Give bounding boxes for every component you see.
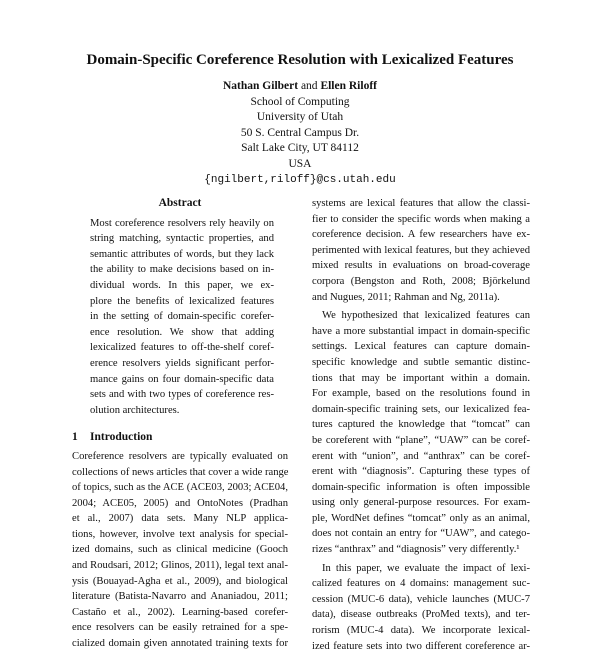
text-line: literature (Batista-Navarro and Ananiadou, 2011; [72, 591, 288, 603]
author-2: Ellen Riloff [320, 80, 377, 92]
text-line: ized domains, such as clinical medicine (Gooch [72, 544, 288, 556]
text-line: calized features on 4 domains: management suc- [312, 578, 530, 590]
text-line: domain-specific training sets, our lexicalized fea- [312, 403, 530, 415]
text-line: tions, however, involve text analysis for special- [72, 528, 288, 540]
text-line: We hypothesized that lexicalized features can [322, 310, 530, 322]
text-line: plore the benefits of lexicalized features [90, 295, 274, 307]
author-1: Nathan Gilbert [223, 80, 299, 92]
text-line: rizes “anthrax” and “diagnosis” very differently.¹ [312, 544, 520, 556]
affiliation-university: University of Utah [256, 111, 344, 124]
text-line: semantic attributes of words, but they lack [90, 248, 274, 260]
text-line: perimented with lexical features, but they achieved [312, 244, 530, 256]
text-line: ence resolution. We show that adding [90, 326, 274, 338]
text-line: lexicalized features to off-the-shelf coref- [90, 342, 274, 354]
author-block [0, 79, 600, 188]
paragraph-lexical-features [312, 196, 530, 305]
text-line: the ability to make decisions based on in- [90, 264, 274, 276]
text-line: rorism (MUC-4 data). We incorporate lexical- [312, 625, 530, 637]
text-line: olution architectures. [90, 404, 180, 416]
abstract-heading: Abstract [158, 197, 202, 209]
affiliation-street: 50 S. Central Campus Dr. [240, 126, 360, 139]
text-line: corpora (Bengston and Roth, 2008; Björkelund [312, 275, 530, 287]
text-line: dividual words. In this paper, we ex- [90, 279, 274, 291]
text-line: erent with “diagnosis”. Capturing these types of [312, 466, 530, 478]
text-line: specific knowledge and subtle semantic distinc- [312, 356, 530, 368]
text-line: cialized domain given annotated training texts for [72, 638, 288, 650]
author-names [0, 79, 600, 95]
text-line: 2004; ACE05, 2005) and OntoNotes (Pradhan [72, 497, 288, 509]
abstract-body [90, 216, 274, 419]
paper-title: Domain-Specific Coreference Resolution with Lexicalized Features [86, 52, 514, 68]
and-connector: and [300, 80, 318, 92]
text-line: Castaño et al., 2002). Learning-based corefer- [72, 606, 288, 618]
text-line: of topics, such as the ACE (ACE03, 2003; ACE04, [72, 482, 288, 494]
text-line: erent with “union”, and “anthrax” can be coref- [312, 450, 530, 462]
text-line: erence resolvers yields significant perfor- [90, 357, 274, 369]
author-email: {ngilbert,riloff}@cs.utah.edu [204, 173, 396, 186]
text-line: fier to consider the specific words when making a [312, 213, 530, 225]
text-line: coreference decision. A few researchers have ex- [312, 229, 530, 241]
text-line: does not contain an entry for “UAW”, and catego- [312, 528, 530, 540]
text-line: Coreference resolvers are typically evaluated on [72, 450, 288, 462]
text-line: using only general-purpose resources. For exam- [312, 497, 530, 509]
text-line: et al., 2007) data sets. Many NLP applica- [72, 513, 288, 525]
introduction-body [72, 449, 288, 652]
text-line: settings. Lexical features can capture domain- [312, 341, 530, 353]
text-line: mixed results in evaluations on broad-coverage [312, 260, 530, 272]
text-line: ized feature sets into two different coreference ar- [312, 640, 530, 652]
text-line: have a more substantial impact in domain-specific [312, 325, 530, 337]
text-line: and Roudsari, 2012; Glinos, 2011), legal text anal- [72, 560, 288, 572]
left-column [72, 196, 288, 652]
affiliation-dept: School of Computing [250, 95, 350, 108]
affiliation-country: USA [288, 157, 312, 170]
text-line: tions that may be important within a domain. [312, 372, 530, 384]
text-line: For example, based on the resolutions found in [312, 388, 530, 400]
section-title: Introduction [90, 431, 153, 444]
text-line: be coreferent with “plane”, “UAW” can be coref- [312, 434, 530, 446]
section-heading-introduction [72, 430, 288, 446]
affiliation-city: Salt Lake City, UT 84112 [241, 142, 359, 155]
text-line: and Nugues, 2011; Rahman and Ng, 2011a). [312, 291, 500, 303]
text-line: string matching, syntactic properties, and [90, 233, 274, 245]
text-line: cession (MUC-6 data), vehicle launches (MUC-7 [312, 593, 530, 605]
text-line: data), disease outbreaks (ProMed texts), and ter- [312, 609, 530, 621]
text-line: sets and with two types of coreference res- [90, 389, 274, 401]
text-line: ysis (Bouayad-Agha et al., 2009), and biological [72, 575, 288, 587]
text-line: in the setting of domain-specific corefer- [90, 311, 274, 323]
section-number: 1 [72, 431, 78, 444]
text-line: systems are lexical features that allow the classi- [312, 198, 530, 209]
text-line: collections of news articles that cover a wide range [72, 466, 289, 478]
paragraph-hypothesis [312, 308, 530, 558]
text-line: tures captured the knowledge that “tomcat” can [312, 419, 530, 431]
paragraph-evaluation [312, 561, 530, 655]
text-line: domain-specific information is often impossible [312, 481, 530, 493]
text-line: ence resolvers can be easily retrained for a spe- [72, 622, 288, 634]
text-line: Most coreference resolvers rely heavily on [90, 217, 274, 229]
right-column [312, 196, 530, 657]
text-line: mance gains on four domain-specific data [90, 373, 274, 385]
text-line: In this paper, we evaluate the impact of lexi- [322, 562, 530, 574]
text-line: ple, WordNet defines “tomcat” only as an animal, [312, 512, 530, 524]
